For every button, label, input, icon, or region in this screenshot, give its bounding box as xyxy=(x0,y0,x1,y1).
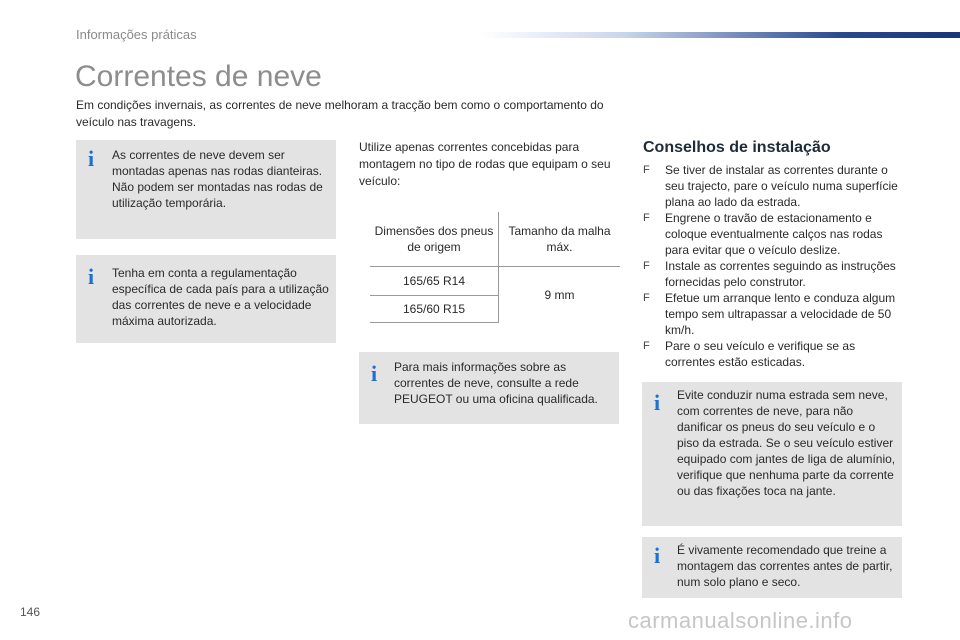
table-header-mesh: Tamanho da malha máx. xyxy=(499,212,621,267)
info-icon: i xyxy=(371,361,378,386)
info-box-text: É vivamente recomendado que treine a montagem das correntes antes de partir, num solo plano e seco. xyxy=(677,543,893,589)
install-steps-list xyxy=(643,162,905,370)
section-label: Informações práticas xyxy=(76,27,197,42)
table-cell-mesh: 9 mm xyxy=(499,267,621,323)
info-icon: i xyxy=(654,390,661,415)
bullet-icon: F xyxy=(643,164,650,176)
step-text: Efetue um arranque lento e conduza algum tempo sem ultrapassar a velocidade de 50 km/h. xyxy=(665,291,896,337)
bullet-icon: F xyxy=(643,260,650,272)
intro-text: Em condições invernais, as correntes de neve melhoram a tracção bem como o comportamento do veículo nas travagens. xyxy=(76,98,604,129)
tyre-chain-table xyxy=(370,212,620,323)
info-box-text: Para mais informações sobre as correntes de neve, consulte a rede PEUGEOT ou uma oficina qualificada. xyxy=(394,360,598,406)
table-row xyxy=(370,267,620,296)
page-number: 146 xyxy=(20,605,41,619)
bullet-icon: F xyxy=(643,292,650,304)
list-item xyxy=(643,338,905,370)
list-item xyxy=(643,162,905,210)
chains-intro-text: Utilize apenas correntes concebidas para montagem no tipo de rodas que equipam o seu veículo: xyxy=(359,140,611,188)
list-item xyxy=(643,290,905,338)
info-box-text: Evite conduzir numa estrada sem neve, com correntes de neve, para não danificar os pneus do seu veículo e o piso da estrada. Se o seu veículo estiver equipado com jantes de liga de alumínio, verifique que nenhuma parte da corrente ou das fixações toca na jante. xyxy=(677,388,896,498)
info-box-text: Tenha em conta a regulamentação específica de cada país para a utilização das correntes de neve e a velocidade máxima autorizada. xyxy=(112,266,329,328)
table-cell-tyre: 165/65 R14 xyxy=(370,267,499,296)
info-box-text: As correntes de neve devem ser montadas apenas nas rodas dianteiras. Não podem ser montadas nas rodas de utilização temporária. xyxy=(112,148,323,210)
step-text: Instale as correntes seguindo as instruções fornecidas pelo construtor. xyxy=(665,259,896,289)
install-heading: Conselhos de instalação xyxy=(643,139,831,156)
list-item xyxy=(643,258,905,290)
bullet-icon: F xyxy=(643,340,650,352)
bullet-icon: F xyxy=(643,212,650,224)
info-box-regulations xyxy=(76,255,336,343)
info-icon: i xyxy=(88,146,95,171)
info-box-front-wheels xyxy=(76,140,336,239)
watermark: carmanualsonline.info xyxy=(628,608,853,633)
step-text: Se tiver de instalar as correntes durante o seu trajecto, pare o veículo numa superfície plana ao lado da estrada. xyxy=(665,163,898,209)
info-box-peugeot-network xyxy=(359,352,619,424)
table-header-row xyxy=(370,212,620,267)
info-box-alloy-wheels xyxy=(642,382,902,526)
info-icon: i xyxy=(88,264,95,289)
header-bar xyxy=(480,32,960,38)
info-icon: i xyxy=(654,543,661,568)
step-text: Engrene o travão de estacionamento e coloque eventualmente calços nas rodas para evitar que o veículo deslize. xyxy=(665,211,883,257)
list-item xyxy=(643,210,905,258)
step-text: Pare o seu veículo e verifique se as correntes estão esticadas. xyxy=(665,339,856,369)
page-title: Correntes de neve xyxy=(75,60,322,93)
table-cell-tyre: 165/60 R15 xyxy=(370,296,499,323)
info-box-practice xyxy=(642,537,902,598)
table-header-tyre: Dimensões dos pneus de origem xyxy=(370,212,499,267)
